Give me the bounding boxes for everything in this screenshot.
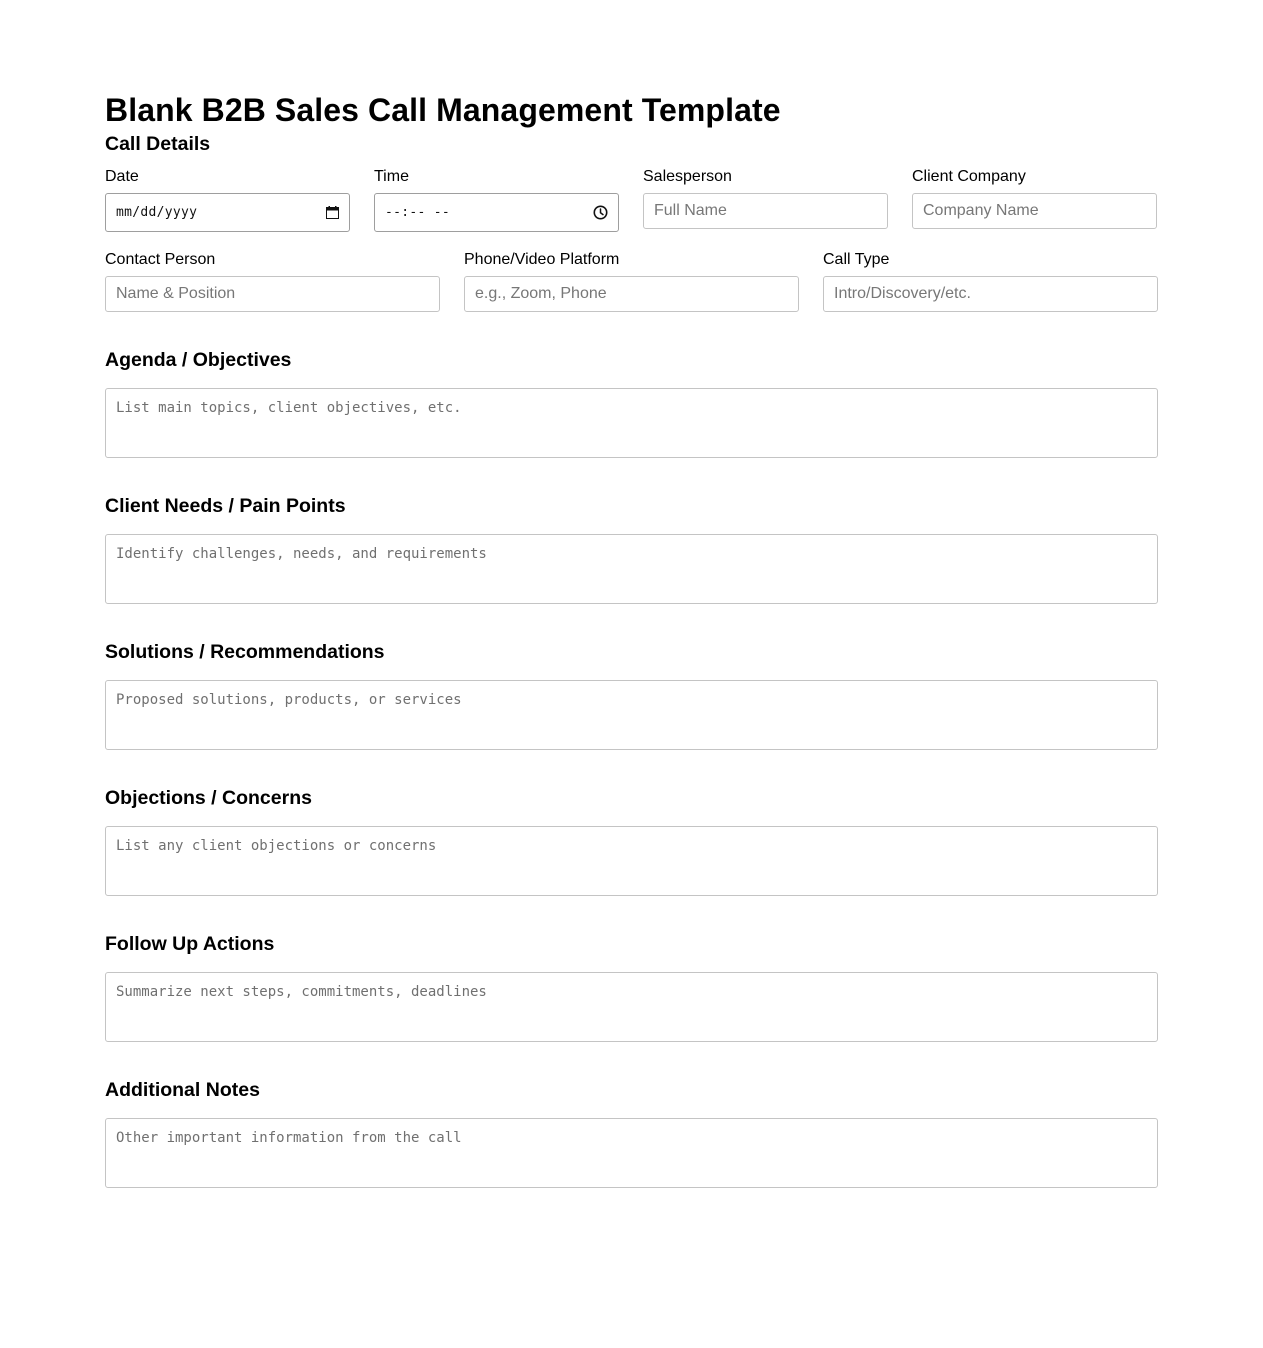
additional-notes-textarea[interactable]: Other important information from the call [105, 1118, 1158, 1188]
agenda-section [105, 348, 1158, 458]
objections-section [105, 786, 1158, 896]
platform-input[interactable] [464, 276, 799, 312]
contact-person-field [105, 251, 440, 312]
date-label: Date [105, 168, 139, 185]
clock-icon[interactable] [593, 205, 608, 220]
page-title: Blank B2B Sales Call Management Template [105, 92, 781, 128]
solutions-heading: Solutions / Recommendations [105, 641, 385, 663]
objections-heading: Objections / Concerns [105, 787, 312, 809]
client-needs-heading: Client Needs / Pain Points [105, 495, 346, 517]
time-value: --:-- -- [385, 205, 451, 220]
agenda-textarea[interactable]: List main topics, client objectives, etc. [105, 388, 1158, 458]
solutions-section [105, 640, 1158, 750]
client-needs-section [105, 494, 1158, 604]
time-label: Time [374, 168, 409, 185]
follow-up-heading: Follow Up Actions [105, 933, 275, 955]
objections-textarea[interactable]: List any client objections or concerns [105, 826, 1158, 896]
client-needs-textarea[interactable]: Identify challenges, needs, and requirements [105, 534, 1158, 604]
date-value: mm/dd/yyyy [116, 205, 198, 220]
contact-person-input[interactable] [105, 276, 440, 312]
date-field [105, 168, 350, 232]
call-details-row-1 [105, 168, 1158, 232]
contact-person-placeholder: Name & Position [116, 285, 236, 302]
call-type-input[interactable] [823, 276, 1158, 312]
call-type-field [823, 251, 1158, 312]
additional-notes-section [105, 1078, 1158, 1188]
call-details-row-2 [105, 251, 1158, 312]
platform-field [464, 251, 799, 312]
salesperson-placeholder: Full Name [654, 202, 727, 219]
solutions-textarea[interactable]: Proposed solutions, products, or services [105, 680, 1158, 750]
call-details-heading: Call Details [105, 133, 211, 155]
time-input[interactable] [374, 193, 619, 232]
client-company-placeholder: Company Name [923, 202, 1039, 219]
template-page [105, 88, 1158, 1188]
calendar-icon[interactable] [326, 206, 339, 219]
client-company-input[interactable] [912, 193, 1157, 229]
platform-placeholder: e.g., Zoom, Phone [475, 285, 607, 302]
contact-person-label: Contact Person [105, 251, 216, 268]
salesperson-label: Salesperson [643, 168, 732, 185]
additional-notes-heading: Additional Notes [105, 1079, 260, 1101]
date-input[interactable] [105, 193, 350, 232]
follow-up-textarea[interactable]: Summarize next steps, commitments, deadlines [105, 972, 1158, 1042]
client-company-field [912, 168, 1157, 232]
call-type-placeholder: Intro/Discovery/etc. [834, 285, 971, 302]
platform-label: Phone/Video Platform [464, 251, 620, 268]
time-field [374, 168, 619, 232]
follow-up-section [105, 932, 1158, 1042]
agenda-heading: Agenda / Objectives [105, 349, 292, 371]
salesperson-field [643, 168, 888, 232]
salesperson-input[interactable] [643, 193, 888, 229]
client-company-label: Client Company [912, 168, 1026, 185]
call-type-label: Call Type [823, 251, 890, 268]
